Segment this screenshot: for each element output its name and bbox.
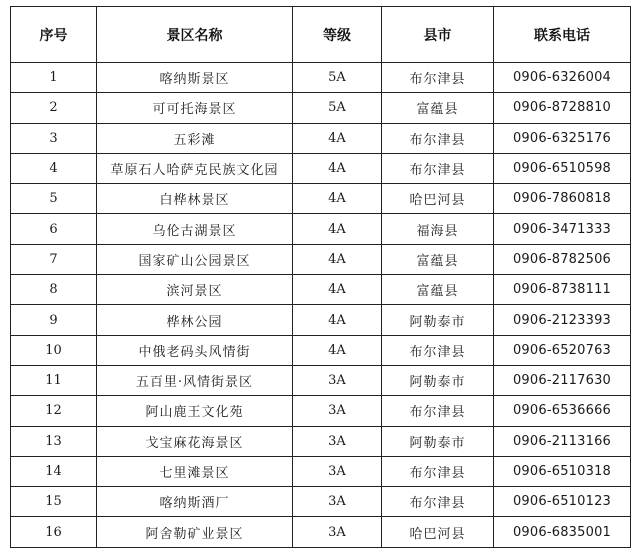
row-phone: 0906-6326004 [494, 63, 631, 93]
row-scenic-name: 阿山鹿王文化苑 [97, 396, 293, 426]
row-phone: 0906-2123393 [494, 305, 631, 335]
row-phone: 0906-6536666 [494, 396, 631, 426]
row-county: 布尔津县 [382, 396, 494, 426]
row-phone: 0906-8738111 [494, 275, 631, 305]
table-header-row [11, 7, 631, 63]
row-grade: 5A [293, 93, 382, 123]
row-grade: 3A [293, 517, 382, 547]
table-row [11, 153, 631, 183]
row-county: 布尔津县 [382, 123, 494, 153]
row-grade: 3A [293, 365, 382, 395]
row-scenic-name: 中俄老码头风情街 [97, 335, 293, 365]
row-county: 富蕴县 [382, 244, 494, 274]
row-index: 13 [11, 426, 97, 456]
row-scenic-name: 五百里·风情街景区 [97, 365, 293, 395]
row-grade: 4A [293, 305, 382, 335]
row-index: 11 [11, 365, 97, 395]
row-phone: 0906-6835001 [494, 517, 631, 547]
row-index: 3 [11, 123, 97, 153]
row-phone: 0906-7860818 [494, 184, 631, 214]
table-row [11, 456, 631, 486]
header-grade: 等级 [293, 7, 382, 63]
row-county: 富蕴县 [382, 275, 494, 305]
table-row [11, 517, 631, 547]
row-phone: 0906-2113166 [494, 426, 631, 456]
row-county: 阿勒泰市 [382, 305, 494, 335]
row-phone: 0906-2117630 [494, 365, 631, 395]
table-row [11, 365, 631, 395]
row-grade: 4A [293, 244, 382, 274]
row-scenic-name: 国家矿山公园景区 [97, 244, 293, 274]
table-row [11, 335, 631, 365]
row-scenic-name: 桦林公园 [97, 305, 293, 335]
row-county: 哈巴河县 [382, 517, 494, 547]
row-index: 1 [11, 63, 97, 93]
row-index: 15 [11, 487, 97, 517]
row-phone: 0906-6510598 [494, 153, 631, 183]
table-row [11, 184, 631, 214]
row-phone: 0906-8728810 [494, 93, 631, 123]
row-grade: 3A [293, 456, 382, 486]
row-grade: 4A [293, 214, 382, 244]
row-grade: 4A [293, 184, 382, 214]
table-row [11, 426, 631, 456]
row-county: 福海县 [382, 214, 494, 244]
table-row [11, 244, 631, 274]
row-index: 7 [11, 244, 97, 274]
header-county: 县市 [382, 7, 494, 63]
row-phone: 0906-6520763 [494, 335, 631, 365]
table-row [11, 487, 631, 517]
row-phone: 0906-8782506 [494, 244, 631, 274]
row-county: 布尔津县 [382, 456, 494, 486]
table-row [11, 275, 631, 305]
row-index: 14 [11, 456, 97, 486]
row-phone: 0906-6325176 [494, 123, 631, 153]
row-county: 布尔津县 [382, 487, 494, 517]
table-row [11, 305, 631, 335]
row-index: 2 [11, 93, 97, 123]
row-grade: 4A [293, 153, 382, 183]
table-row [11, 396, 631, 426]
row-grade: 4A [293, 335, 382, 365]
row-scenic-name: 乌伦古湖景区 [97, 214, 293, 244]
row-scenic-name: 戈宝麻花海景区 [97, 426, 293, 456]
row-grade: 3A [293, 426, 382, 456]
row-county: 阿勒泰市 [382, 365, 494, 395]
row-phone: 0906-6510123 [494, 487, 631, 517]
row-county: 布尔津县 [382, 63, 494, 93]
table-body [11, 63, 631, 548]
table-row [11, 214, 631, 244]
row-index: 4 [11, 153, 97, 183]
table-row [11, 63, 631, 93]
row-index: 8 [11, 275, 97, 305]
row-county: 布尔津县 [382, 153, 494, 183]
row-scenic-name: 阿舍勒矿业景区 [97, 517, 293, 547]
row-scenic-name: 草原石人哈萨克民族文化园 [97, 153, 293, 183]
row-index: 16 [11, 517, 97, 547]
scenic-spot-table-container [10, 6, 630, 548]
row-scenic-name: 白桦林景区 [97, 184, 293, 214]
table-row [11, 123, 631, 153]
row-county: 富蕴县 [382, 93, 494, 123]
row-grade: 3A [293, 487, 382, 517]
row-index: 5 [11, 184, 97, 214]
row-scenic-name: 五彩滩 [97, 123, 293, 153]
row-county: 哈巴河县 [382, 184, 494, 214]
row-scenic-name: 喀纳斯酒厂 [97, 487, 293, 517]
row-scenic-name: 可可托海景区 [97, 93, 293, 123]
row-index: 6 [11, 214, 97, 244]
row-scenic-name: 七里滩景区 [97, 456, 293, 486]
header-phone: 联系电话 [494, 7, 631, 63]
row-county: 布尔津县 [382, 335, 494, 365]
header-index: 序号 [11, 7, 97, 63]
scenic-spot-table [10, 6, 631, 548]
row-grade: 3A [293, 396, 382, 426]
table-row [11, 93, 631, 123]
row-phone: 0906-6510318 [494, 456, 631, 486]
row-phone: 0906-3471333 [494, 214, 631, 244]
row-county: 阿勒泰市 [382, 426, 494, 456]
row-scenic-name: 滨河景区 [97, 275, 293, 305]
row-grade: 4A [293, 275, 382, 305]
header-scenic-name: 景区名称 [97, 7, 293, 63]
row-grade: 4A [293, 123, 382, 153]
row-index: 12 [11, 396, 97, 426]
row-scenic-name: 喀纳斯景区 [97, 63, 293, 93]
row-index: 9 [11, 305, 97, 335]
row-grade: 5A [293, 63, 382, 93]
row-index: 10 [11, 335, 97, 365]
